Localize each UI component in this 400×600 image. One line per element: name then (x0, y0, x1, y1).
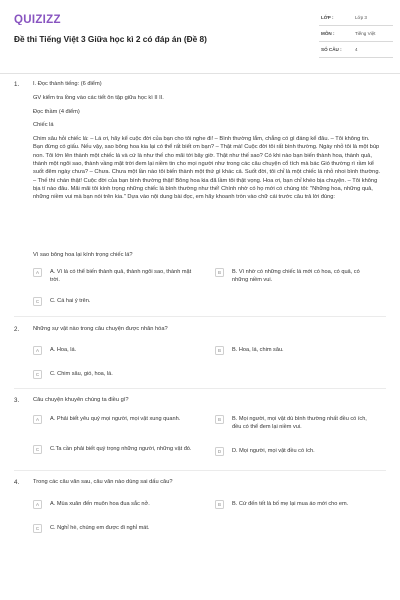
passage-line: Chiếc lá (33, 122, 54, 129)
meta-value-grade: Lớp 3 (355, 15, 367, 20)
question-number-2: 2. (14, 326, 20, 333)
option-letter-box: C (33, 297, 42, 306)
option-text: A. Hoa, lá. (50, 347, 77, 353)
answer-option-2b[interactable] (215, 346, 374, 355)
brand-text: QUIZIZZ (14, 14, 61, 25)
option-letter-box: B (215, 500, 224, 509)
question-number-4: 4. (14, 479, 20, 486)
question-number-3: 3. (14, 397, 20, 404)
answer-option-3a[interactable] (33, 415, 192, 424)
question-4-prompt: Trong các câu văn sau, câu văn nào dùng sai dấu câu? (33, 479, 173, 485)
meta-value-count: 4 (355, 47, 358, 52)
option-letter-box: B (215, 415, 224, 424)
option-letter-box: B (215, 346, 224, 355)
option-text: B. Vì nhờ có những chiếc lá mới có hoa, có quả, có những niềm vui. (232, 269, 360, 283)
option-letter-box: C (33, 445, 42, 454)
option-text: C. Nghỉ hè, chúng em được đi nghỉ mát. (50, 525, 150, 531)
answer-option-4c[interactable] (33, 524, 192, 533)
option-text: C.Ta cần phải biết quý trọng những người, những vật đó. (50, 446, 192, 452)
meta-row-grade (319, 12, 393, 26)
option-letter-box: C (33, 370, 42, 379)
answer-option-2a[interactable] (33, 346, 192, 355)
answer-option-1c[interactable] (33, 297, 192, 306)
passage-line: Đọc thầm (4 điểm) (33, 108, 80, 115)
worksheet-header (0, 0, 400, 74)
option-text: C. Cá hai ý trên. (50, 298, 91, 304)
question-2-prompt: Những sự vật nào trong câu chuyện được nhân hóa? (33, 326, 168, 332)
option-text: D. Mọi người, mọi vật đều có ích. (232, 448, 315, 454)
meta-key-subject: MÔN : (321, 31, 335, 36)
option-text: A. Vì lá có thể biến thành quả, thành ngôi sao, thành mặt trời. (50, 269, 192, 283)
meta-row-subject (319, 28, 393, 42)
meta-table (319, 12, 393, 60)
passage-line: GV kiểm tra lồng vào các tiết ôn tập giữa học kì II II. (33, 94, 164, 101)
answer-option-1b[interactable] (215, 268, 374, 284)
question-divider (14, 470, 386, 471)
option-letter-box: B (215, 268, 224, 277)
document-title: Đề thi Tiếng Việt 3 Giữa học kì 2 có đáp án (Đề 8) (14, 34, 207, 44)
question-1-prompt: Vì sao bông hoa lại kính trọng chiếc lá? (33, 252, 133, 258)
option-text: A. Mùa xuân đến muôn hoa đua sắc nở. (50, 501, 150, 507)
answer-option-2c[interactable] (33, 370, 192, 379)
option-text: C. Chim sâu, gió, hoa, lá. (50, 371, 113, 377)
answer-option-1a[interactable] (33, 268, 192, 284)
option-letter-box: D (215, 447, 224, 456)
question-number-1: 1. (14, 81, 20, 88)
option-letter-box: A (33, 268, 42, 277)
option-text: B. Mọi người, mọi vật dù bình thường nhất đều có ích, đều có thể đem lại niềm vui. (232, 416, 367, 430)
meta-key-count: SỐ CÂU : (321, 47, 342, 52)
answer-option-4b[interactable] (215, 500, 374, 509)
passage-body: Chim sâu hỏi chiếc lá: – Lá ơi, hãy kể cuộc đời của bạn cho tôi nghe đi! – Bình thường lắm, chẳng có gì đáng kể đâu. – Tôi không tin. Bạn đừng có giấu. Nếu vậy, sao bông hoa kia lại có thể rất biết ơn bạn? – Thật mà! Cuộc đời tôi rất bình thường. Ngày nhỏ tôi là một búp non. Tôi lớn lên thành một chiếc lá và cứ là như thế cho mãi tới bây giờ. Thật như thế sao? Có khi nào bạn biến thành hoa, thành quả, thành một ngôi sao, thành vầng mặt trời đem lại niềm tin cho mọi người như trong các câu chuyện cổ tích mà bác Gió thường rì rầm kể suốt đêm ngày chưa? – Chưa. Chưa một lần nào tôi biến thành một thứ gì khác cả. Suốt đời, tôi chỉ là một chiếc lá nhỏ nhoi bình thường. – Thế thì chán thật! Cuộc đời của bạn bình thường thật! Bông hoa kia đã lầm tôi thật vọng. Hoa ơi, bạn chỉ khéo bịa chuyện. – Tôi không bịa tí nào đâu. Mãi mãi tôi kính trọng những chiếc lá bình thường như thế! Chính nhờ có họ mới có chúng tôi: "Những hoa, những quả, những niềm vui mà bạn nói trên kia." Dựa vào nội dung bài đọc, em hãy khoanh tròn vào chữ cái trước câu trả lời đúng: (33, 136, 381, 201)
answer-option-3c[interactable] (33, 445, 192, 454)
header-divider (0, 73, 400, 74)
question-divider (14, 316, 386, 317)
option-letter-box: A (33, 346, 42, 355)
meta-value-subject: Tiếng Việt (355, 31, 376, 36)
answer-option-3d[interactable] (215, 447, 374, 456)
option-letter-box: C (33, 524, 42, 533)
question-1-passage (33, 80, 381, 207)
option-letter-box: A (33, 415, 42, 424)
meta-key-grade: LỚP : (321, 15, 334, 20)
option-text: B. Cứ đến tết là bố mẹ lại mua áo mới cho em. (232, 501, 349, 507)
passage-line: I. Đọc thành tiếng: (6 điểm) (33, 81, 102, 87)
question-3-prompt: Câu chuyện khuyên chúng ta điều gì? (33, 397, 129, 403)
quizizz-logo (14, 13, 74, 25)
answer-option-3b[interactable] (215, 415, 374, 431)
option-text: B. Hoa, lá, chim sâu. (232, 347, 284, 353)
question-divider (14, 388, 386, 389)
meta-row-count (319, 44, 393, 58)
option-text: A. Phải biết yêu quý mọi người, mọi vật xung quanh. (50, 416, 181, 422)
option-letter-box: A (33, 500, 42, 509)
answer-option-4a[interactable] (33, 500, 192, 509)
